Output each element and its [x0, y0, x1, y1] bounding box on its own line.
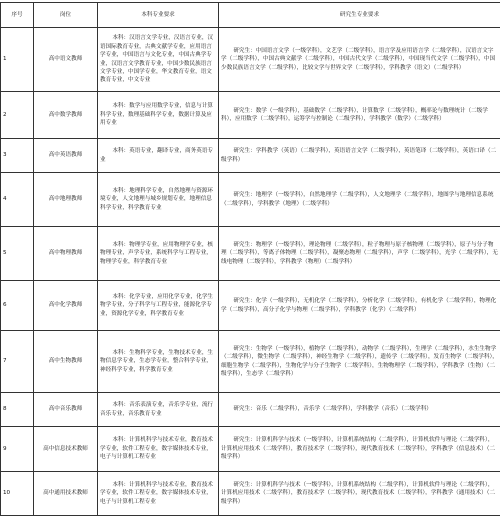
- row-graduate: 研究生：计算机科学与技术（一级学科），计算机系统结构（二级学科），计算机软件与理论（二级学科），计算机应用技术（二级学科），教育技术学（二级学科），现代教育技术（二级学科），学科教学（通用技术）（二级学科）: [219, 472, 500, 516]
- row-undergrad: 本科：地理科学专业，自然地理与资源环境专业，人文地理与城乡规划专业，地理信息科学专业，科学教育专业: [98, 173, 219, 227]
- row-undergrad: 本科：计算机科学与技术专业，教育技术学专业，软件工程专业，数字媒体技术专业，电子与计算机工程专业: [98, 472, 219, 516]
- row-seq: 5: [1, 227, 34, 281]
- row-graduate: 研究生：学科教学（英语）（二级学科），英语语言文学（二级学科），英语笔译（二级学科），英语口译（二级学科）: [219, 139, 500, 173]
- table-row: [1, 281, 500, 331]
- row-position: 高中音乐教师: [34, 393, 98, 427]
- requirements-table: [0, 2, 500, 516]
- row-position: 高中通用技术教师: [34, 472, 98, 516]
- row-graduate: 研究生：中国语言文学（一级学科），文艺学（二级学科），语言学及应用语言学（二级学科），汉语言文字学（二级学科），中国古典文献学（二级学科），中国古代文学（二级学科），中国现当代文学（二级学科），中国少数民族语言文学（二级学科），比较文学与世界文学（二级学科），学科教学（语文）（二级学科）: [219, 28, 500, 92]
- row-seq: 10: [1, 472, 34, 516]
- row-undergrad: 本科：数学与应用数学专业，信息与计算科学专业，数理基础科学专业，数据计算及应用专业: [98, 92, 219, 139]
- row-seq: 1: [1, 28, 34, 92]
- table-row: [1, 92, 500, 139]
- row-position: 高中信息技术教师: [34, 427, 98, 472]
- row-graduate: 研究生：生物学（一级学科），植物学（二级学科），动物学（二级学科），生理学（二级学科），水生生物学（二级学科），微生物学（二级学科），神经生物学（二级学科），遗传学（二级学科），发育生物学（二级学科），细胞生物学（二级学科），生物化学与分子生物学（二级学科），生物物理学（二级学科），学科教学（生物）（二级学科），生态学（二级学科）: [219, 331, 500, 393]
- row-undergrad: 本科：音乐表演专业，音乐学专业，流行音乐专业，音乐教育专业: [98, 393, 219, 427]
- row-position: 高中数学教师: [34, 92, 98, 139]
- header-undergrad: 本科专业要求: [98, 3, 219, 28]
- row-undergrad: 本科：生物科学专业，生物技术专业，生物信息学专业，生态学专业，整合科学专业，神经科学专业，科学教育专业: [98, 331, 219, 393]
- row-undergrad: 本科：计算机科学与技术专业，教育技术学专业，软件工程专业，数字媒体技术专业，电子与计算机工程专业: [98, 427, 219, 472]
- row-seq: 2: [1, 92, 34, 139]
- row-undergrad: 本科：化学专业，应用化学专业，化学生物学专业，分子科学与工程专业，能源化学专业，资源化学专业，科学教育专业: [98, 281, 219, 331]
- row-undergrad: 本科：物理学专业，应用物理学专业，核物理专业，声学专业，系统科学与工程专业，物理学专业，科学教育专业: [98, 227, 219, 281]
- row-seq: 7: [1, 331, 34, 393]
- header-row: [1, 3, 500, 28]
- row-seq: 8: [1, 393, 34, 427]
- header-seq: 序号: [1, 3, 34, 28]
- row-position: 高中化学教师: [34, 281, 98, 331]
- row-position: 高中物理教师: [34, 227, 98, 281]
- row-position: 高中英语教师: [34, 139, 98, 173]
- table-row: [1, 331, 500, 393]
- table-row: [1, 227, 500, 281]
- row-seq: 4: [1, 173, 34, 227]
- row-seq: 9: [1, 427, 34, 472]
- table-row: [1, 139, 500, 173]
- row-graduate: 研究生：物理学（一级学科），理论物理（二级学科），粒子物理与原子核物理（二级学科），原子与分子物理（二级学科），等离子体物理（二级学科），凝聚态物理（二级学科），声学（二级学科），光学（二级学科），无线电物理（二级学科），学科教学（物理）（二级学科）: [219, 227, 500, 281]
- header-graduate: 研究生专业要求: [219, 3, 500, 28]
- table-row: [1, 472, 500, 516]
- row-graduate: 研究生：计算机科学与技术（一级学科），计算机系统结构（二级学科），计算机软件与理论（二级学科），计算机应用技术（二级学科），教育技术学（二级学科），现代教育技术（二级学科），学科教学（信息技术）（二级学科）: [219, 427, 500, 472]
- table-row: [1, 173, 500, 227]
- row-graduate: 研究生：地理学（一级学科），自然地理学（二级学科），人文地理学（二级学科），地图学与地理信息系统（二级学科），学科教学（地理）（二级学科）: [219, 173, 500, 227]
- row-seq: 6: [1, 281, 34, 331]
- row-position: 高中语文教师: [34, 28, 98, 92]
- row-graduate: 研究生：数学（一级学科），基础数学（二级学科），计算数学（二级学科），概率论与数理统计（二级学科），应用数学（二级学科），运筹学与控制论（二级学科），学科教学（数学）（二级学科）: [219, 92, 500, 139]
- row-position: 高中地理教师: [34, 173, 98, 227]
- table-row: [1, 393, 500, 427]
- row-undergrad: 本科：英语专业，翻译专业，商务英语专业: [98, 139, 219, 173]
- row-graduate: 研究生：音乐（二级学科），音乐学（二级学科），学科教学（音乐）（二级学科）: [219, 393, 500, 427]
- table-row: [1, 427, 500, 472]
- row-seq: 3: [1, 139, 34, 173]
- row-position: 高中生物教师: [34, 331, 98, 393]
- row-undergrad: 本科：汉语言文学专业，汉语言专业，汉语国际教育专业，古典文献学专业，应用语言学专业，中国语言与文化专业，中国古典学专业，汉语言文学教育专业，中国少数民族语言文学专业，中国学专业，华文教育专业，语文教育专业，中文专业: [98, 28, 219, 92]
- table-row: [1, 28, 500, 92]
- header-position: 岗位: [34, 3, 98, 28]
- row-graduate: 研究生：化学（一级学科），无机化学（二级学科），分析化学（二级学科），有机化学（二级学科），物理化学（二级学科），高分子化学与物理（二级学科），学科教学（化学）（二级学科）: [219, 281, 500, 331]
